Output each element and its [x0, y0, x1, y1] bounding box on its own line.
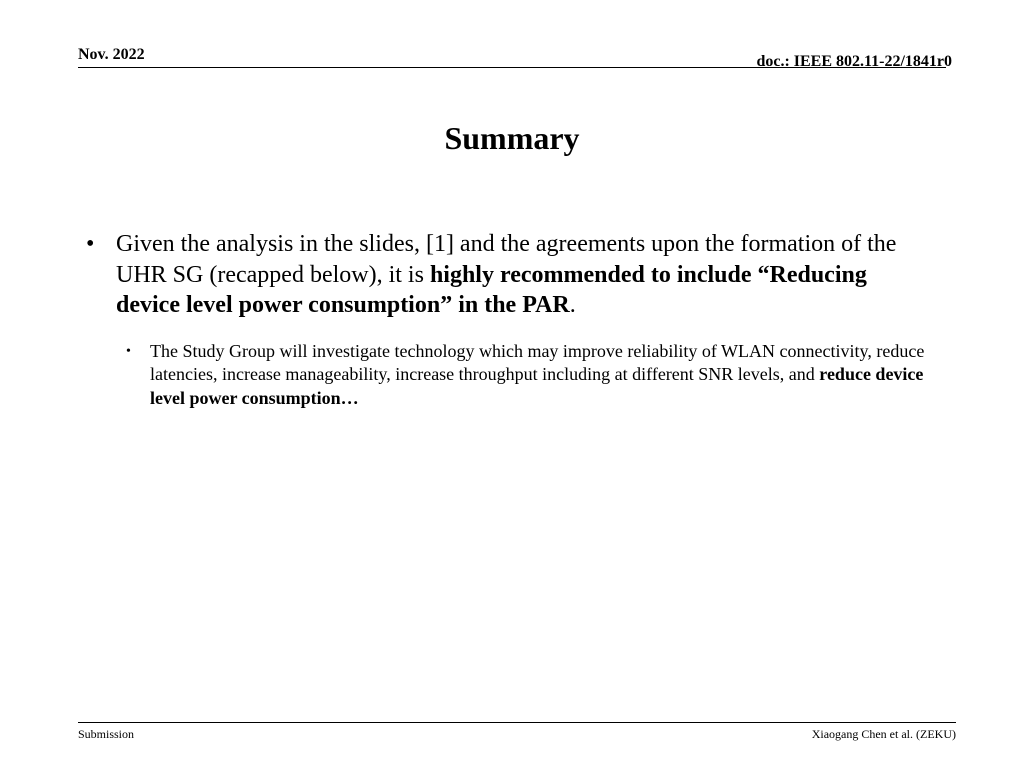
sub-bullet-text-plain: The Study Group will investigate technology which may improve reliability of WLAN connectivity, reduce latencies, increase manageability, increase throughput including at different SNR levels, and: [150, 340, 925, 384]
sub-bullet-text: [150, 340, 930, 411]
bullet-text-end: .: [569, 292, 576, 318]
sub-bullet-dot-icon: •: [126, 343, 131, 359]
bullet-text-bold: highly recommended to include “Reducing device level power consumption” in the PAR: [116, 261, 867, 318]
slide-body: [86, 229, 946, 410]
header-doc-id: doc.: IEEE 802.11-22/1841r0: [756, 53, 952, 70]
bullet-level-1: [86, 229, 946, 321]
footer-authors: Xiaogang Chen et al. (ZEKU): [811, 727, 956, 741]
bullet-text-plain: Given the analysis in the slides, [1] and the agreements upon the formation of the UHR SG (recapped below), it is: [116, 231, 897, 288]
sub-bullet-text-bold: reduce device level power consumption…: [150, 364, 924, 408]
header-rule: [78, 67, 946, 68]
bullet-level-2: [126, 340, 946, 411]
header-date: Nov. 2022: [78, 46, 145, 63]
bullet-dot-icon: •: [86, 231, 95, 257]
footer-submission: Submission: [78, 727, 135, 741]
footer-rule: [78, 722, 956, 723]
bullet-text: [116, 229, 916, 321]
slide-title: Summary: [444, 120, 580, 156]
